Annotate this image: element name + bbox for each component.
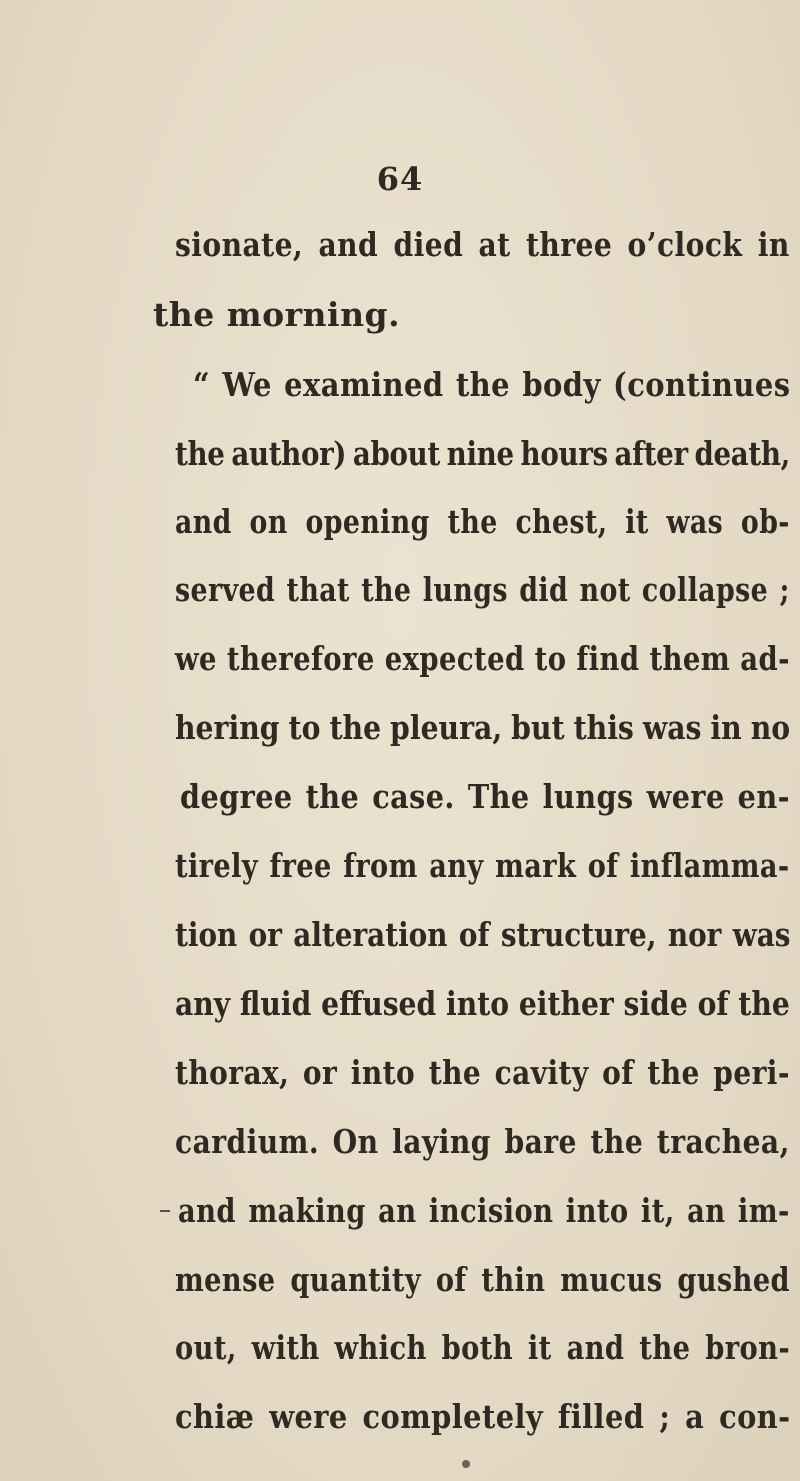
text-line: mense quantity of thin mucus gushed: [175, 1260, 790, 1299]
ink-speck: [462, 1460, 470, 1468]
margin-mark: [160, 1210, 170, 1212]
text-line: “ We examined the body (continues: [193, 365, 791, 404]
text-line: out, with which both it and the bron-: [175, 1328, 791, 1367]
text-line: sionate, and died at three o’clock in: [175, 225, 790, 264]
text-line: cardium. On laying bare the trachea,: [175, 1122, 790, 1161]
text-line: thorax, or into the cavity of the peri-: [175, 1053, 790, 1092]
text-line: hering to the pleura, but this was in no: [175, 708, 791, 747]
text-line: and on opening the chest, it was ob-: [175, 502, 790, 541]
page-number: 64: [376, 160, 424, 198]
text-line: served that the lungs did not collapse ;: [175, 570, 790, 609]
text-line: the author) about nine hours after death,: [175, 434, 790, 473]
text-line: chiæ were completely filled ; a con-: [175, 1397, 791, 1436]
text-line: degree the case. The lungs were en-: [180, 777, 790, 816]
text-line: we therefore expected to find them ad-: [175, 639, 790, 678]
text-line: and making an incision into it, an im-: [178, 1191, 790, 1230]
text-line: tirely free from any mark of inflamma-: [175, 846, 790, 885]
text-line: any fluid effused into either side of the: [175, 984, 790, 1023]
text-line: the morning.: [153, 295, 401, 334]
text-line: tion or alteration of structure, nor was: [175, 915, 791, 954]
